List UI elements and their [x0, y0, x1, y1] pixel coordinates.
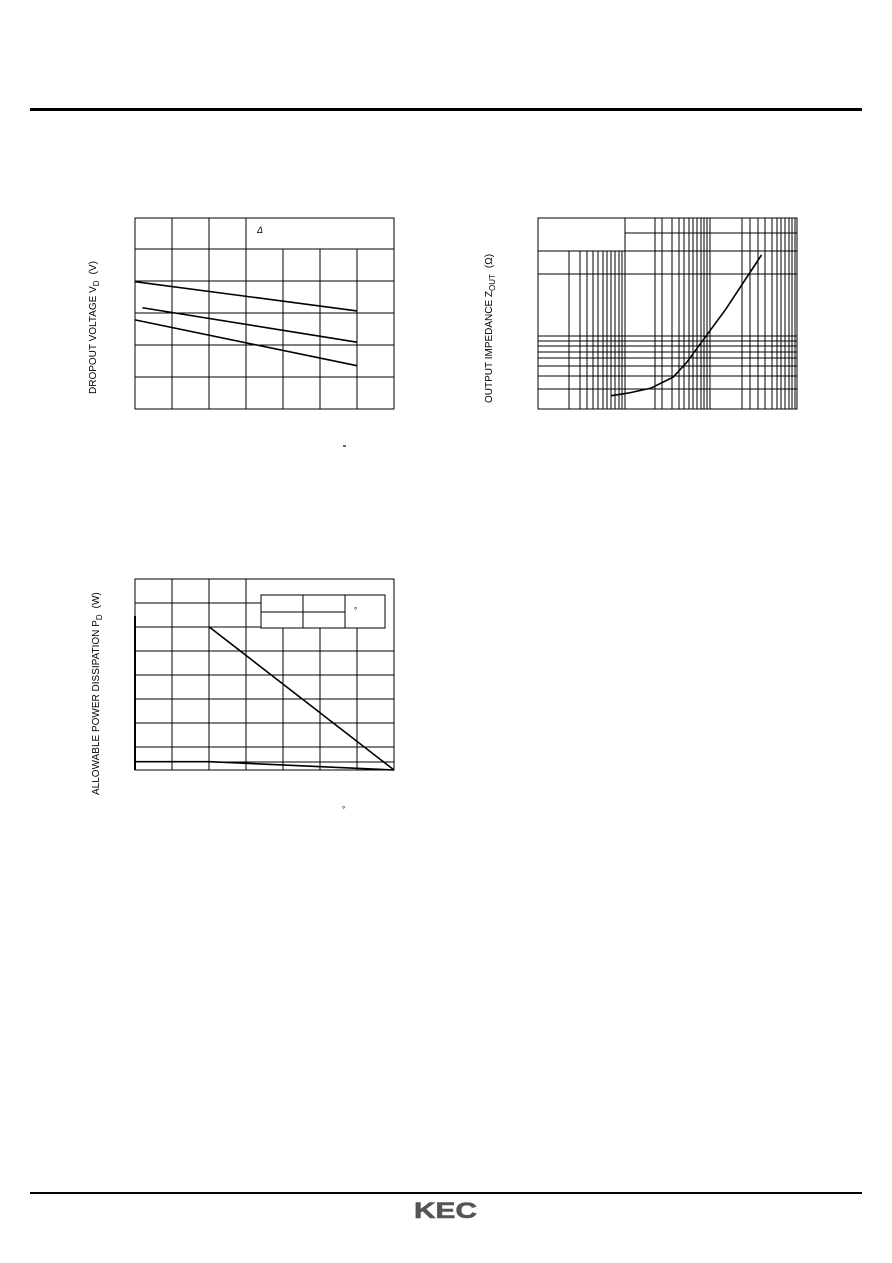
footer-rule	[30, 1192, 862, 1194]
impedance-ylabel-main: OUTPUT IMPEDANCE Z	[484, 290, 495, 403]
dropout-legend-box	[246, 218, 394, 249]
impedance-ylabel-sub: OUT	[488, 274, 497, 291]
power-legend-degree: °	[354, 606, 358, 615]
power-ylabel-sub: D	[95, 614, 104, 621]
dropout-ylabel-unit: (V)	[88, 261, 99, 275]
power-ylabel-unit: (W)	[91, 592, 102, 609]
output-impedance-chart	[538, 218, 797, 409]
impedance-ylabel-unit: (Ω)	[484, 253, 495, 269]
dropout-legend-symbol: Δ	[257, 225, 264, 235]
impedance-ylabel	[484, 254, 497, 403]
dropout-voltage-chart	[135, 218, 394, 446]
dropout-ylabel	[88, 261, 101, 394]
power-ylabel	[91, 592, 104, 795]
kec-logo	[414, 1199, 478, 1221]
power-x-degree: °	[342, 805, 346, 814]
power-series-2	[135, 762, 394, 770]
dropout-ylabel-main: DROPOUT VOLTAGE V	[88, 286, 99, 394]
power-legend-table	[261, 595, 385, 628]
power-dissipation-chart	[135, 579, 394, 814]
power-ylabel-main: ALLOWABLE POWER DISSIPATION P	[91, 620, 102, 795]
power-series-1	[209, 627, 394, 770]
kec-logo-text: KEC	[414, 1199, 478, 1221]
dropout-ylabel-sub: D	[92, 280, 101, 287]
impedance-series-1	[611, 255, 761, 396]
